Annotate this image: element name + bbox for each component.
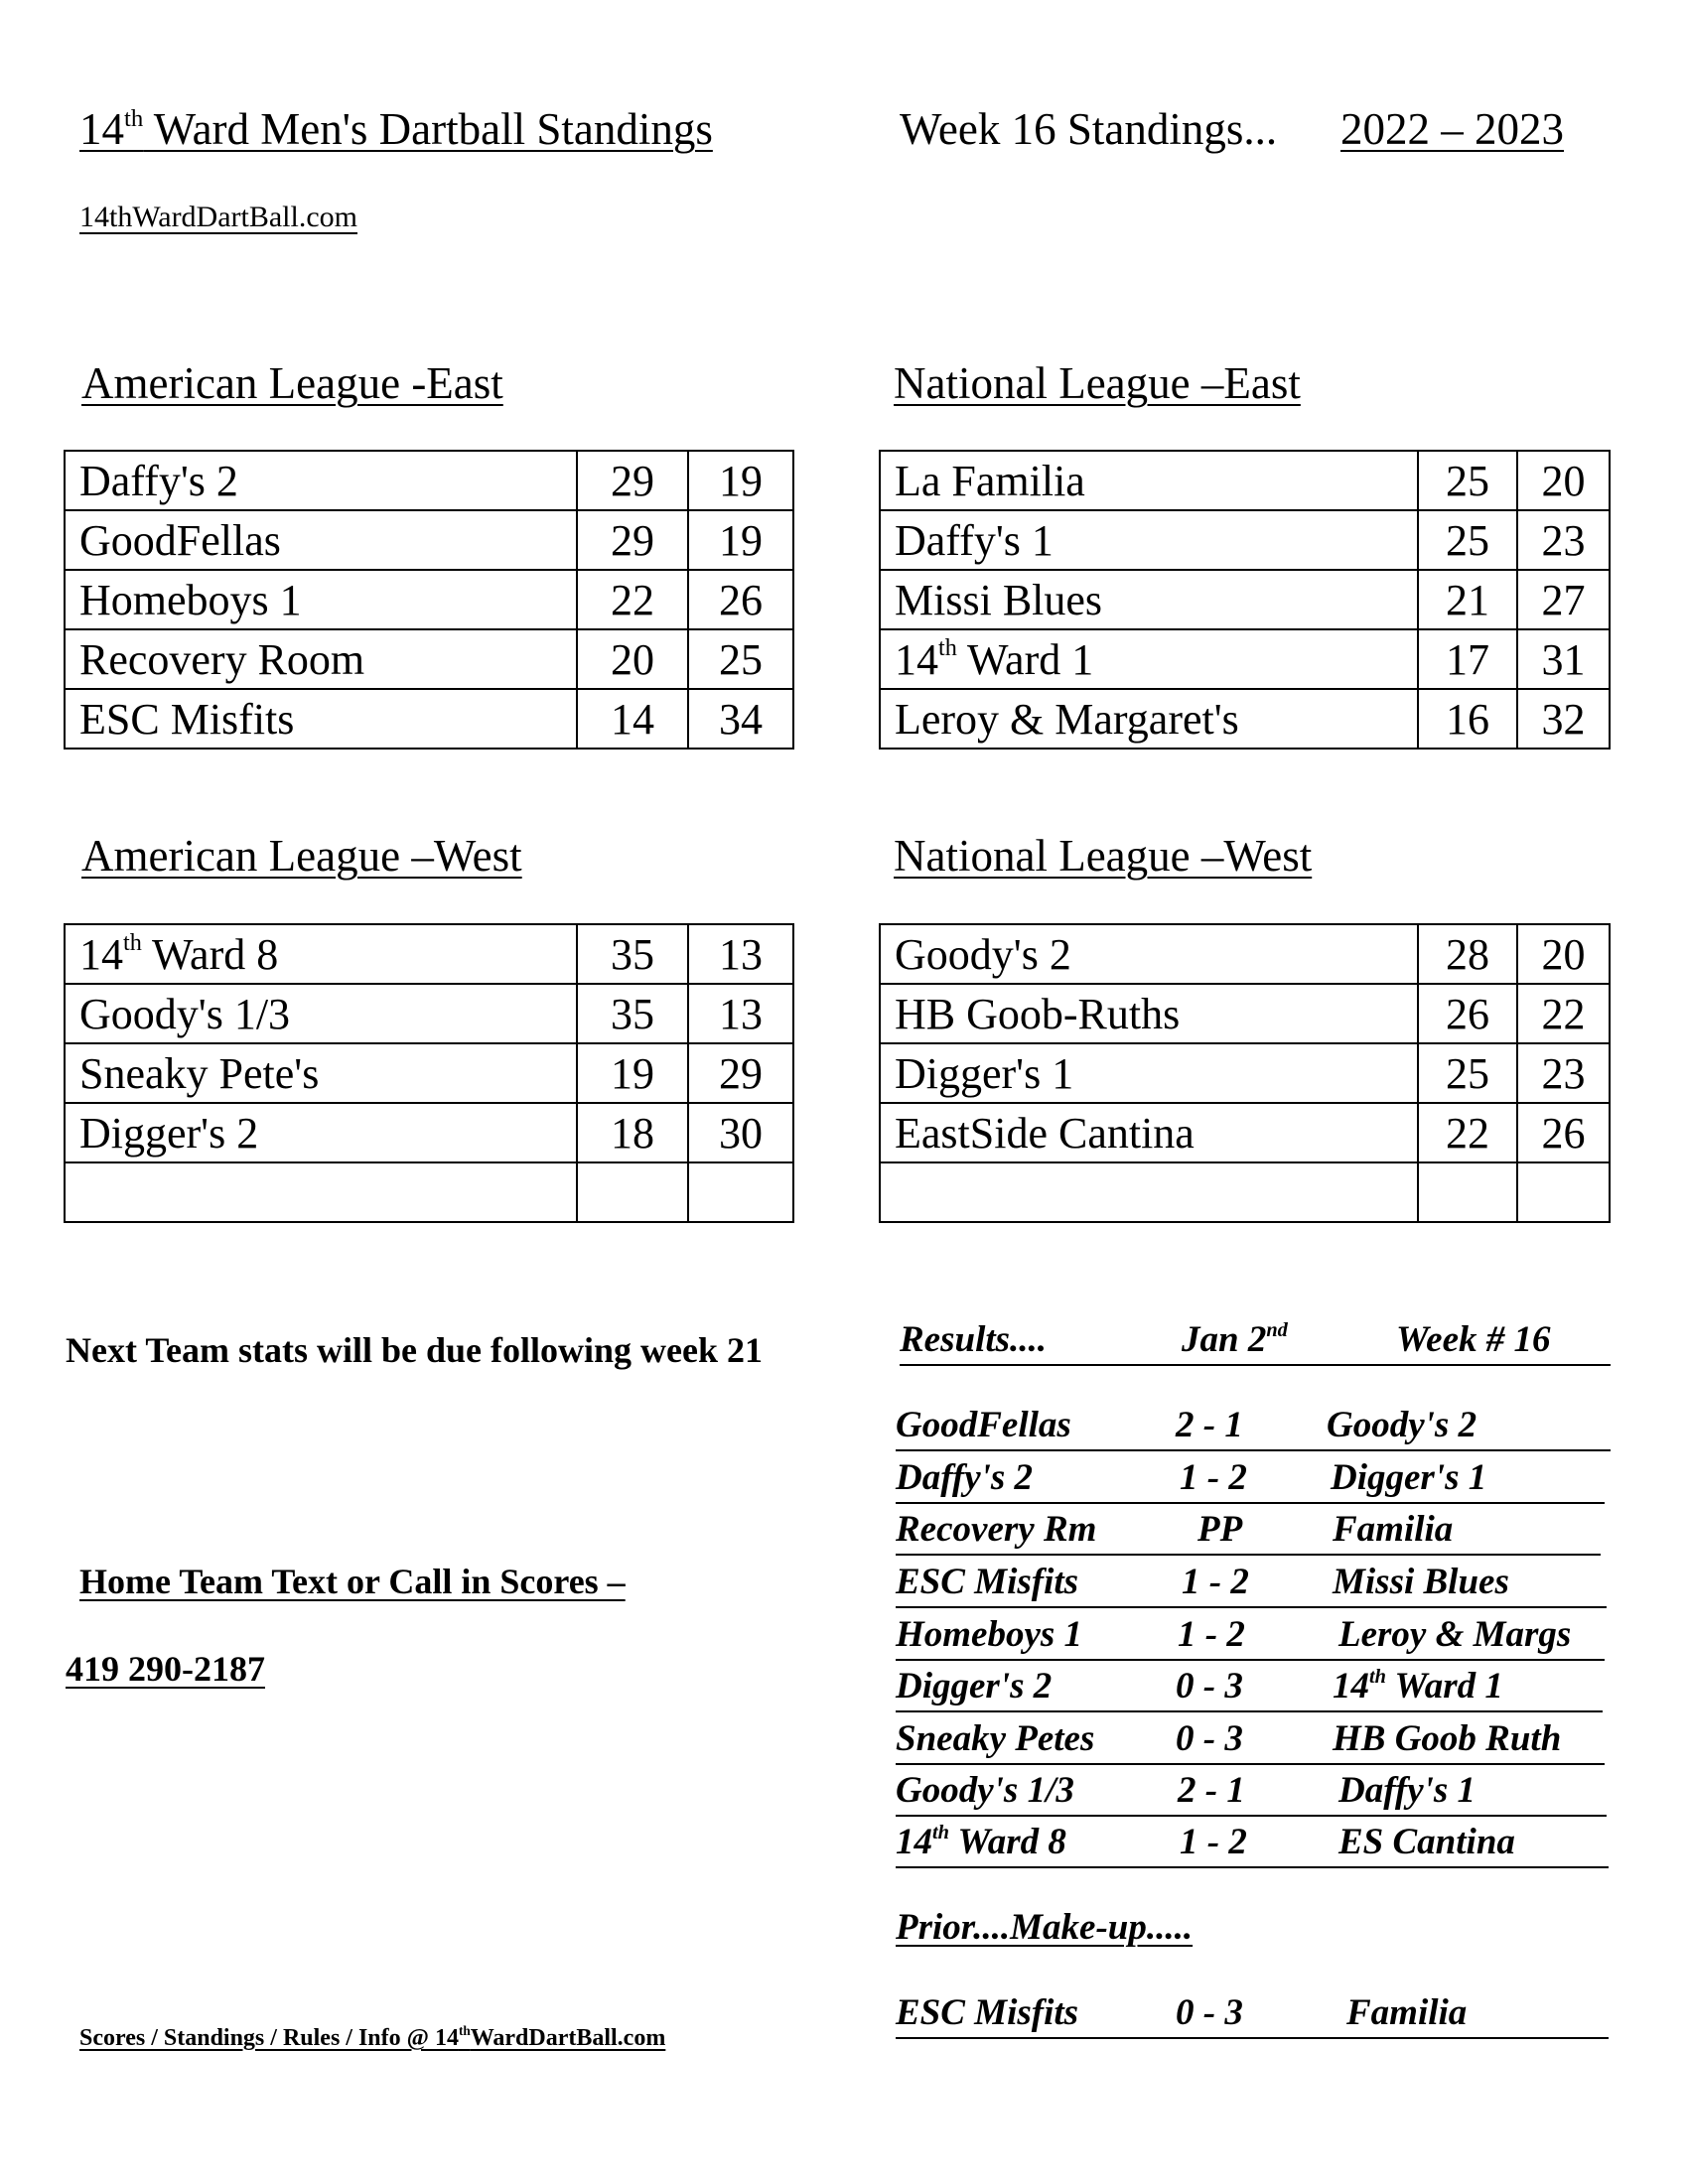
result-row (896, 1765, 1607, 1817)
wins: 35 (577, 924, 688, 984)
result-home: Recovery Rm (896, 1509, 1097, 1550)
result-row (896, 1609, 1605, 1661)
table-row (65, 451, 793, 510)
team-ordinal: th (123, 929, 142, 957)
team-name: La Familia (880, 451, 1418, 510)
wins: 22 (1418, 1103, 1517, 1162)
result-home-ordinal: th (932, 1821, 949, 1843)
losses: 30 (688, 1103, 793, 1162)
wins: 22 (577, 570, 688, 629)
team-name (880, 629, 1418, 689)
team-name: Homeboys 1 (65, 570, 577, 629)
team-name: HB Goob-Ruths (880, 984, 1418, 1043)
footer-text: Scores / Standings / Rules / Info @ 14 (79, 2025, 459, 2051)
empty-cell (1418, 1162, 1517, 1222)
stats-due-note: Next Team stats will be due following week 21 (66, 1330, 763, 1370)
phone-number[interactable]: 419 290-2187 (66, 1649, 265, 1689)
wins: 25 (1418, 510, 1517, 570)
team-number: 14 (79, 929, 123, 979)
losses: 13 (688, 924, 793, 984)
table-row (65, 1103, 793, 1162)
empty-cell (577, 1162, 688, 1222)
empty-cell (1517, 1162, 1610, 1222)
losses: 23 (1517, 1043, 1610, 1103)
team-name: Daffy's 1 (880, 510, 1418, 570)
results-week: Week # 16 (1396, 1319, 1551, 1360)
wins: 16 (1418, 689, 1517, 749)
result-home: ESC Misfits (896, 1562, 1079, 1602)
makeup-result-row (896, 1987, 1609, 2039)
losses: 29 (688, 1043, 793, 1103)
team-name: EastSide Cantina (880, 1103, 1418, 1162)
result-row (896, 1557, 1607, 1608)
losses: 27 (1517, 570, 1610, 629)
result-score: 0 - 3 (1176, 1666, 1243, 1706)
result-row (896, 1713, 1605, 1765)
wins: 28 (1418, 924, 1517, 984)
result-away: Familia (1346, 1992, 1468, 2033)
table-row (880, 451, 1610, 510)
team-name: Goody's 2 (880, 924, 1418, 984)
wins: 18 (577, 1103, 688, 1162)
table-row (65, 984, 793, 1043)
team-name: Recovery Room (65, 629, 577, 689)
call-in-scores-label: Home Team Text or Call in Scores – (79, 1562, 626, 1601)
result-home-suffix: Ward 8 (948, 1822, 1066, 1862)
table-row (65, 510, 793, 570)
makeup-label: Prior....Make-up..... (896, 1907, 1194, 1948)
result-score: PP (1197, 1509, 1243, 1550)
empty-cell (65, 1162, 577, 1222)
result-score: 1 - 2 (1180, 1822, 1247, 1862)
footer-site: WardDartBall.com (470, 2025, 666, 2051)
table-row (65, 570, 793, 629)
result-home: Daffy's 2 (896, 1457, 1034, 1498)
team-name: Missi Blues (880, 570, 1418, 629)
table-row (880, 510, 1610, 570)
table-row (880, 689, 1610, 749)
result-score: 0 - 3 (1176, 1718, 1243, 1759)
result-away: ES Cantina (1338, 1822, 1515, 1862)
team-name: ESC Misfits (65, 689, 577, 749)
al-east-heading: American League -East (81, 358, 503, 408)
losses: 13 (688, 984, 793, 1043)
team-number: 14 (895, 634, 938, 684)
empty-table-row (65, 1162, 793, 1222)
wins: 21 (1418, 570, 1517, 629)
result-row (896, 1504, 1601, 1556)
table-row (880, 570, 1610, 629)
losses: 23 (1517, 510, 1610, 570)
title-text: Ward Men's Dartball Standings (143, 104, 713, 154)
table-row (880, 924, 1610, 984)
result-away: Missi Blues (1333, 1562, 1509, 1602)
nl-east-table (879, 450, 1611, 750)
result-row (896, 1452, 1605, 1504)
wins: 26 (1418, 984, 1517, 1043)
result-home-number: 14 (896, 1822, 932, 1862)
losses: 19 (688, 451, 793, 510)
result-away: Digger's 1 (1331, 1457, 1487, 1498)
wins: 17 (1418, 629, 1517, 689)
result-home: Digger's 2 (896, 1666, 1053, 1706)
table-row (880, 984, 1610, 1043)
result-home: Homeboys 1 (896, 1614, 1083, 1655)
results-header (900, 1314, 1611, 1366)
result-score: 1 - 2 (1182, 1562, 1249, 1602)
losses: 25 (688, 629, 793, 689)
website-link[interactable]: 14thWardDartBall.com (79, 201, 358, 233)
result-away-ordinal: th (1369, 1665, 1386, 1688)
result-score: 0 - 3 (1176, 1992, 1243, 2033)
result-row (896, 1400, 1611, 1451)
result-away-number: 14 (1333, 1666, 1369, 1706)
result-row (896, 1817, 1609, 1868)
footer-ordinal: th (458, 2022, 471, 2038)
table-row (65, 689, 793, 749)
wins: 35 (577, 984, 688, 1043)
team-name: Daffy's 2 (65, 451, 577, 510)
season-label: 2022 – 2023 (1340, 104, 1564, 154)
result-score: 2 - 1 (1176, 1405, 1243, 1445)
table-row (880, 629, 1610, 689)
losses: 26 (688, 570, 793, 629)
nl-east-heading: National League –East (894, 358, 1301, 408)
result-score: 1 - 2 (1178, 1614, 1245, 1655)
team-name: Digger's 2 (65, 1103, 577, 1162)
team-name: GoodFellas (65, 510, 577, 570)
losses: 26 (1517, 1103, 1610, 1162)
wins: 29 (577, 451, 688, 510)
wins: 29 (577, 510, 688, 570)
al-west-table (64, 923, 794, 1223)
title-ordinal: th (124, 104, 144, 132)
result-away: HB Goob Ruth (1333, 1718, 1562, 1759)
team-name: Goody's 1/3 (65, 984, 577, 1043)
week-standings-label: Week 16 Standings... (900, 104, 1278, 154)
wins: 25 (1418, 451, 1517, 510)
empty-cell (880, 1162, 1418, 1222)
team-suffix: Ward 1 (956, 634, 1094, 684)
team-name: Sneaky Pete's (65, 1043, 577, 1103)
losses: 32 (1517, 689, 1610, 749)
result-home: GoodFellas (896, 1405, 1071, 1445)
al-west-heading: American League –West (81, 831, 522, 881)
wins: 14 (577, 689, 688, 749)
result-away: Goody's 2 (1327, 1405, 1477, 1445)
table-row (880, 1043, 1610, 1103)
losses: 20 (1517, 924, 1610, 984)
team-name: Leroy & Margaret's (880, 689, 1418, 749)
al-east-table (64, 450, 794, 750)
result-home: ESC Misfits (896, 1992, 1079, 2033)
page-title (79, 103, 713, 155)
table-row (65, 924, 793, 984)
losses: 22 (1517, 984, 1610, 1043)
result-score: 1 - 2 (1180, 1457, 1247, 1498)
team-ordinal: th (938, 634, 957, 662)
team-name (65, 924, 577, 984)
team-name: Digger's 1 (880, 1043, 1418, 1103)
empty-table-row (880, 1162, 1610, 1222)
title-ward-number: 14 (79, 104, 124, 154)
result-home (896, 1819, 1066, 1866)
losses: 34 (688, 689, 793, 749)
team-suffix: Ward 8 (141, 929, 279, 979)
result-score: 2 - 1 (1178, 1770, 1245, 1811)
losses: 31 (1517, 629, 1610, 689)
wins: 19 (577, 1043, 688, 1103)
results-date (1182, 1316, 1288, 1364)
empty-cell (688, 1162, 793, 1222)
nl-west-heading: National League –West (894, 831, 1313, 881)
table-row (880, 1103, 1610, 1162)
results-date-text: Jan 2 (1182, 1319, 1267, 1360)
result-away: Familia (1333, 1509, 1454, 1550)
table-row (65, 1043, 793, 1103)
result-row (896, 1661, 1603, 1712)
result-away: Daffy's 1 (1338, 1770, 1477, 1811)
wins: 20 (577, 629, 688, 689)
result-away: Leroy & Margs (1338, 1614, 1572, 1655)
footer-links[interactable] (79, 2022, 666, 2052)
nl-west-table (879, 923, 1611, 1223)
losses: 19 (688, 510, 793, 570)
wins: 25 (1418, 1043, 1517, 1103)
losses: 20 (1517, 451, 1610, 510)
table-row (65, 629, 793, 689)
results-date-ordinal: nd (1266, 1318, 1288, 1341)
result-home: Sneaky Petes (896, 1718, 1095, 1759)
result-away (1333, 1663, 1503, 1710)
result-home: Goody's 1/3 (896, 1770, 1074, 1811)
results-label: Results.... (900, 1319, 1048, 1360)
result-away-suffix: Ward 1 (1385, 1666, 1503, 1706)
